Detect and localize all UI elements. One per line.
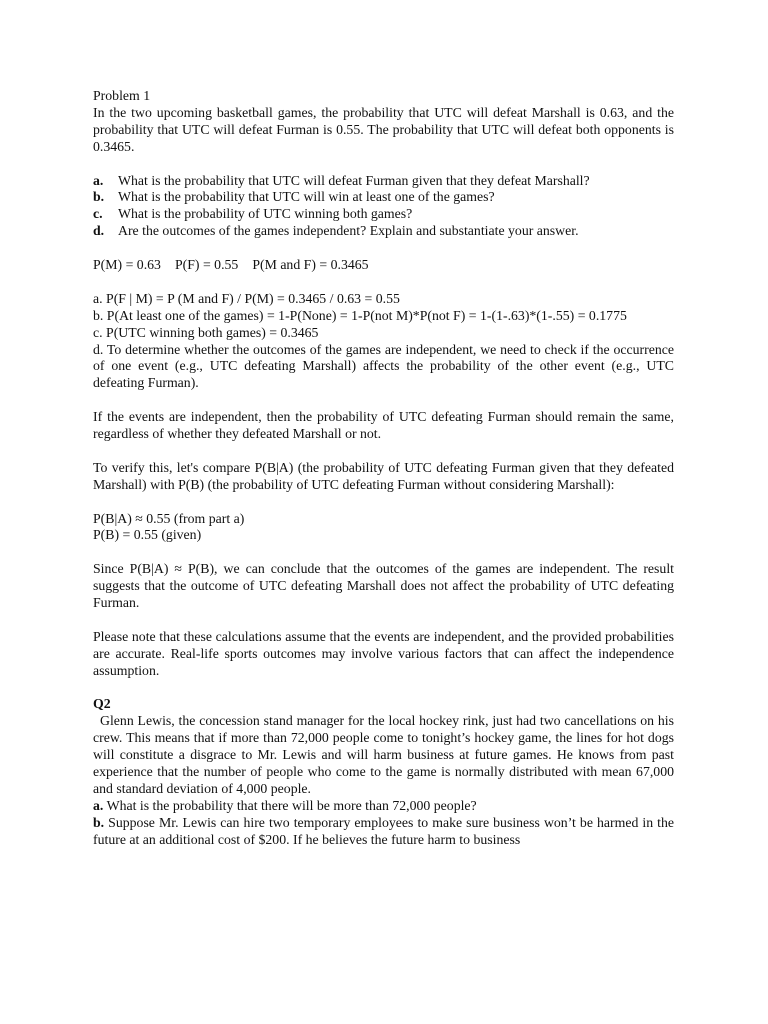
- answer-c: c. P(UTC winning both games) = 0.3465: [93, 324, 319, 340]
- problem1-question-list: [93, 173, 674, 241]
- given-pmf: P(M and F) = 0.3465: [252, 257, 369, 273]
- question-a: [93, 173, 674, 190]
- q2-b-text: Suppose Mr. Lewis can hire two temporary employees to make sure business won’t be harmed in the future at an additional cost of $200. If he believes the future harm to business: [93, 814, 675, 847]
- pba-line: P(B|A) ≈ 0.55 (from part a): [93, 510, 245, 526]
- question-a-text: What is the probability that UTC will defeat Furman given that they defeat Marshall?: [118, 172, 590, 188]
- answer-b: b. P(At least one of the games) = 1-P(None) = 1-P(not M)*P(not F) = 1-(1-.63)*(1-.55) = 0.1775: [93, 307, 627, 323]
- given-pm: P(M) = 0.63: [93, 257, 161, 273]
- question-c-mark: c.: [93, 206, 103, 222]
- problem1-heading: Problem 1: [93, 88, 151, 103]
- q2-a-mark: a.: [93, 797, 104, 813]
- answer-d: d. To determine whether the outcomes of the games are independent, we need to check if the occurrence of one event (e.g., UTC defeating Marshall) affects the probability of the other event (e.g., UTC defeating Furman).: [93, 341, 674, 391]
- q2-b-mark: b.: [93, 814, 105, 830]
- given-pf: P(F) = 0.55: [174, 257, 239, 273]
- paragraph-since: Since P(B|A) ≈ P(B), we can conclude that the outcomes of the games are independent. The result suggests that the outcome of UTC defeating Marshall does not affect the probability of UTC defeating Furman.: [93, 561, 674, 611]
- problem1-intro: In the two upcoming basketball games, the probability that UTC will defeat Marshall is 0.63, and the probability that UTC will defeat Furman is 0.55. The probability that UTC will defeat both opponents is 0.3465.: [93, 104, 674, 154]
- question-c-text: What is the probability of UTC winning both games?: [118, 206, 413, 222]
- answer-a: a. P(F | M) = P (M and F) / P(M) = 0.3465 / 0.63 = 0.55: [93, 290, 400, 306]
- question-d-text: Are the outcomes of the games independent? Explain and substantiate your answer.: [118, 223, 579, 239]
- q2-heading: Q2: [93, 696, 111, 712]
- question-b: [93, 189, 674, 206]
- document-page: [93, 88, 674, 849]
- question-d: [93, 223, 674, 240]
- q2-intro: Glenn Lewis, the concession stand manager for the local hockey rink, just had two cancellations on his crew. This means that if more than 72,000 people come to tonight’s hockey game, the lines for hot dogs will constitute a disgrace to Mr. Lewis and will harm business at future games. He knows from past experience that the number of people who come to the game is normally distributed with mean 67,000 and standard deviation of 4,000 people.: [93, 713, 674, 797]
- question-d-mark: d.: [93, 223, 105, 239]
- question-b-text: What is the probability that UTC will win at least one of the games?: [118, 189, 495, 205]
- paragraph-independent: If the events are independent, then the probability of UTC defeating Furman should remain the same, regardless of whether they defeated Marshall or not.: [93, 409, 674, 442]
- pb-line: P(B) = 0.55 (given): [93, 527, 202, 543]
- paragraph-note: Please note that these calculations assume that the events are independent, and the provided probabilities are accurate. Real-life sports outcomes may involve various factors that can affect the independence assumption.: [93, 628, 674, 678]
- q2-a-text: What is the probability that there will be more than 72,000 people?: [106, 797, 477, 813]
- question-b-mark: b.: [93, 189, 105, 205]
- given-probabilities: [93, 257, 674, 274]
- q2-part-a: [93, 798, 674, 815]
- question-a-mark: a.: [93, 172, 104, 188]
- question-c: [93, 206, 674, 223]
- paragraph-verify: To verify this, let's compare P(B|A) (the probability of UTC defeating Furman given that they defeated Marshall) with P(B) (the probability of UTC defeating Furman without considering Marshall):: [93, 459, 674, 492]
- q2-part-b: [93, 815, 674, 849]
